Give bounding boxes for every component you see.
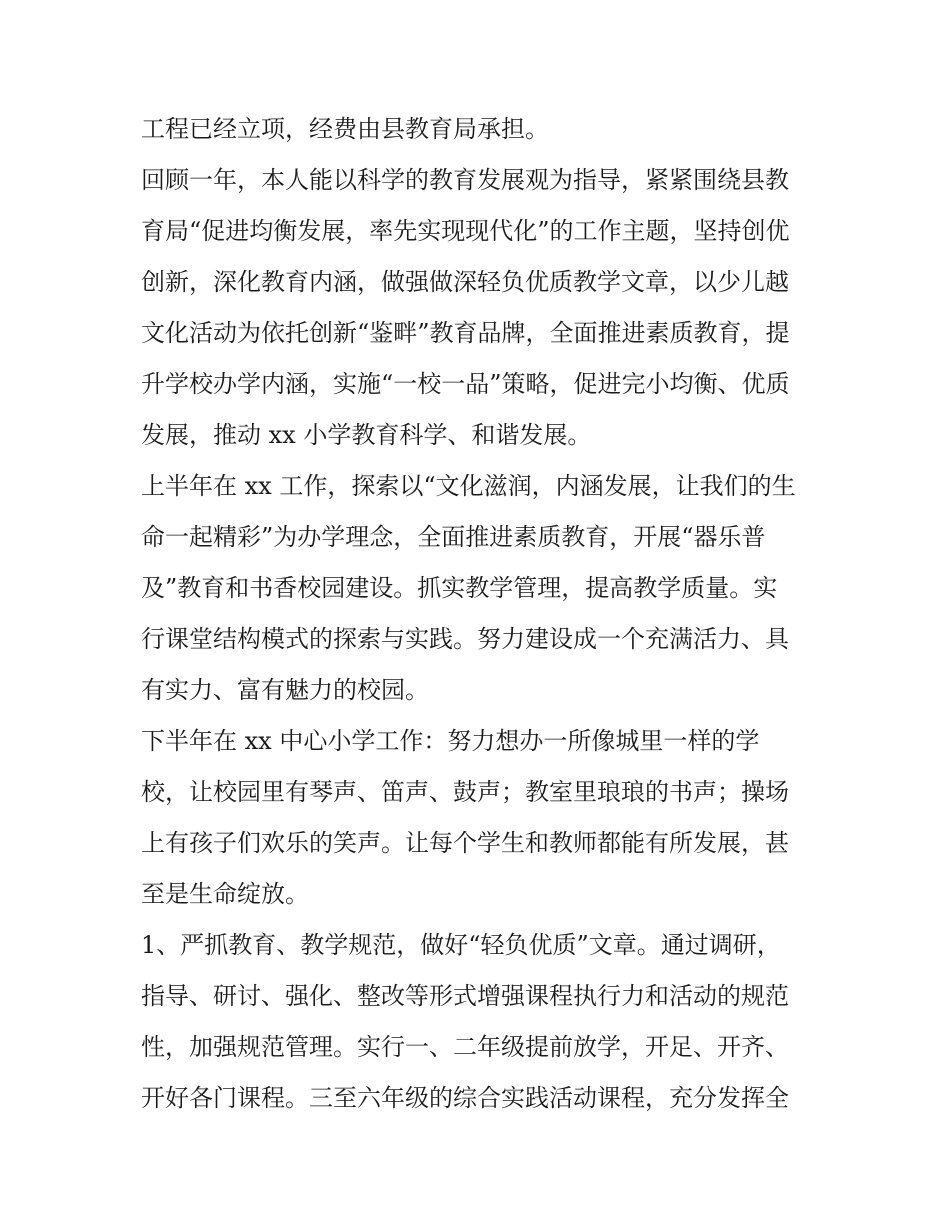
text-line: 上半年在 xx 工作，探索以“文化滋润，内涵发展，让我们的生 bbox=[141, 472, 796, 500]
text-line: 工程已经立项，经费由县教育局承担。 bbox=[141, 115, 549, 143]
text-line: 开好各门课程。三至六年级的综合实践活动课程，充分发挥全 bbox=[141, 1084, 789, 1112]
text-line: 指导、研讨、强化、整改等形式增强课程执行力和活动的规范 bbox=[141, 982, 789, 1010]
text-line: 命一起精彩”为办学理念，全面推进素质教育，开展“器乐普 bbox=[141, 523, 766, 551]
text-line: 至是生命绽放。 bbox=[141, 880, 309, 908]
text-line: 发展，推动 xx 小学教育科学、和谐发展。 bbox=[141, 421, 592, 449]
text-line: 上有孩子们欢乐的笑声。让每个学生和教师都能有所发展，甚 bbox=[141, 829, 789, 857]
text-line: 下半年在 xx 中心小学工作：努力想办一所像城里一样的学 bbox=[141, 727, 760, 755]
text-line: 1、严抓教育、教学规范，做好“轻负优质”文章。通过调研， bbox=[141, 931, 781, 959]
document-body bbox=[141, 104, 821, 1124]
text-line: 有实力、富有魅力的校园。 bbox=[141, 676, 429, 704]
text-line: 回顾一年，本人能以科学的教育发展观为指导，紧紧围绕县教 bbox=[141, 166, 789, 194]
text-line: 育局“促进均衡发展，率先实现现代化”的工作主题，坚持创优 bbox=[141, 217, 790, 245]
text-line: 及”教育和书香校园建设。抓实教学管理，提高教学质量。实 bbox=[141, 574, 778, 602]
text-line: 性，加强规范管理。实行一、二年级提前放学，开足、开齐、 bbox=[141, 1033, 789, 1061]
text-line: 升学校办学内涵，实施“一校一品”策略，促进完小均衡、优质 bbox=[141, 370, 790, 398]
text-line: 创新，深化教育内涵，做强做深轻负优质教学文章，以少儿越 bbox=[141, 268, 789, 296]
text-line: 文化活动为依托创新“鉴畔”教育品牌，全面推进素质教育，提 bbox=[141, 319, 790, 347]
text-line: 行课堂结构模式的探索与实践。努力建设成一个充满活力、具 bbox=[141, 625, 789, 653]
text-line: 校，让校园里有琴声、笛声、鼓声；教室里琅琅的书声；操场 bbox=[141, 778, 789, 806]
